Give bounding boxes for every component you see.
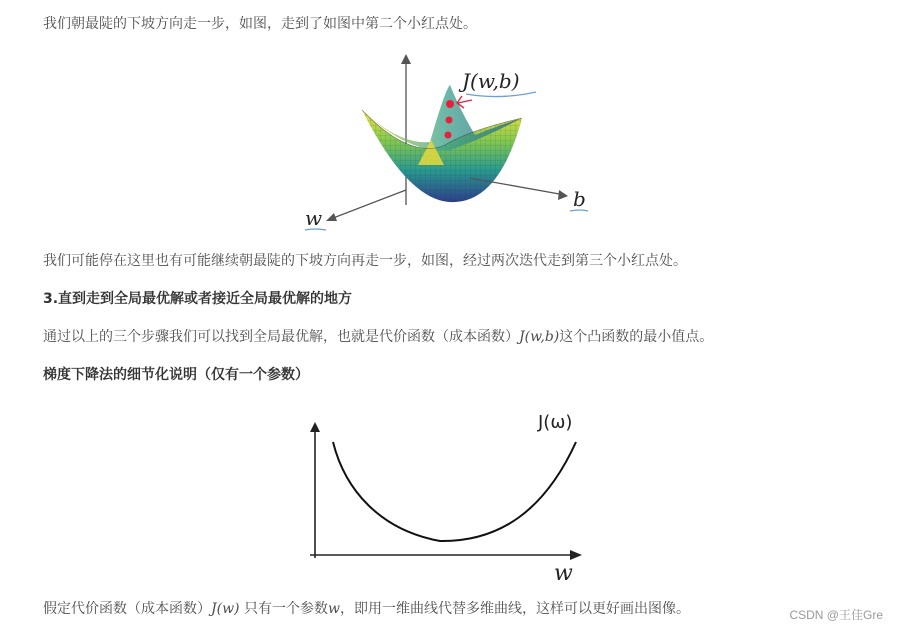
figure-1d-cost-curve	[300, 400, 590, 585]
cost-curve	[333, 442, 576, 541]
paragraph-single-text-after: ，即用一维曲线代替多维曲线，这样可以更好画出图像。	[339, 601, 690, 617]
gradient-step-dot-3	[445, 132, 452, 139]
x-axis-arrow	[570, 550, 582, 560]
y-axis-arrow	[310, 422, 320, 432]
math-j-wb: J(w,b)	[519, 329, 560, 345]
paragraph-convex-function	[43, 327, 713, 347]
heading-global-optimum: 3.直到走到全局最优解或者接近全局最优解的地方	[43, 291, 353, 307]
w-axis	[328, 190, 406, 220]
w-axis-arrow	[326, 213, 337, 221]
label-j-omega: J(ω)	[538, 412, 573, 433]
paragraph-step3: 我们可能停在这里也有可能继续朝最陡的下坡方向再走一步，如图，经过两次迭代走到第三个小红点处。	[43, 253, 687, 269]
heading-single-parameter: 梯度下降法的细节化说明（仅有一个参数）	[43, 367, 309, 383]
paragraph-single-param	[43, 599, 690, 619]
j-axis-arrow	[401, 54, 411, 64]
label-w-axis: w	[554, 561, 573, 585]
paragraph-convex-text-after: 这个凸函数的最小值点。	[559, 329, 714, 345]
paragraph-single-text-middle: 只有一个参数	[239, 601, 328, 617]
label-j-wb: J(w,b)	[462, 69, 520, 93]
gradient-step-dot-2	[446, 117, 453, 124]
gradient-step-dot-1	[446, 100, 454, 108]
paragraph-step2: 我们朝最陡的下坡方向走一步，如图，走到了如图中第二个小红点处。	[43, 16, 477, 32]
csdn-watermark: CSDN @王佳Gre	[789, 608, 883, 622]
math-w: w	[327, 601, 340, 617]
math-j-w: J(w)	[211, 601, 240, 617]
label-w: w	[305, 206, 323, 230]
paragraph-convex-text-before: 通过以上的三个步骤我们可以找到全局最优解，也就是代价函数（成本函数）	[43, 329, 519, 345]
b-axis-arrow	[558, 190, 568, 200]
paragraph-single-text-before: 假定代价函数（成本函数）	[43, 601, 211, 617]
label-b: b	[573, 187, 586, 211]
figure-3d-cost-surface	[300, 50, 600, 235]
